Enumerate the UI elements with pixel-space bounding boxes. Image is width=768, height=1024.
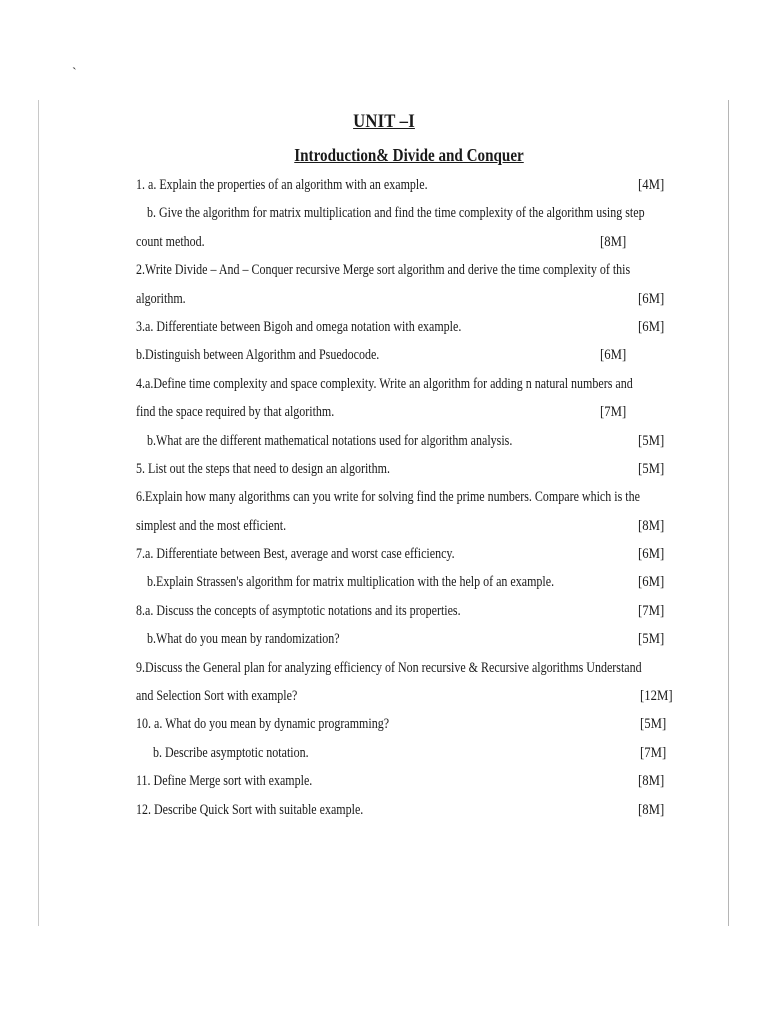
question-text: 10. a. What do you mean by dynamic programming? (136, 716, 390, 733)
marks-label: [5M] (638, 631, 665, 648)
question-list (0, 171, 768, 824)
marks-label: [8M] (638, 801, 665, 818)
marks-label: [5M] (638, 432, 665, 449)
question-line (0, 597, 768, 625)
marks-label: [12M] (640, 688, 673, 705)
marks-label: [4M] (638, 177, 665, 193)
question-line (0, 313, 768, 341)
question-line (0, 654, 768, 682)
question-line (0, 455, 768, 483)
marks-label: [8M] (638, 517, 665, 534)
unit-title: UNIT –I (353, 111, 415, 132)
question-text: 2.Write Divide – And – Conquer recursive Merge sort algorithm and derive the time complexity of this (136, 262, 631, 279)
question-text: 4.a.Define time complexity and space complexity. Write an algorithm for adding n natural numbers and (136, 375, 633, 392)
question-text: 1. a. Explain the properties of an algorithm with an example. (136, 177, 428, 193)
question-text: find the space required by that algorithm. (136, 404, 335, 421)
marks-label: [6M] (638, 290, 665, 307)
question-text: algorithm. (136, 290, 186, 307)
question-line (0, 512, 768, 540)
question-line (0, 370, 768, 398)
question-line (0, 568, 768, 596)
marks-label: [5M] (640, 716, 667, 733)
question-line (0, 199, 768, 227)
marks-label: [6M] (638, 574, 665, 591)
question-text: b.Explain Strassen's algorithm for matrix multiplication with the help of an example. (147, 574, 555, 591)
marks-label: [5M] (638, 460, 665, 477)
question-line (0, 171, 768, 199)
section-title: Introduction& Divide and Conquer (294, 145, 524, 165)
question-text: and Selection Sort with example? (136, 688, 298, 705)
question-line (0, 483, 768, 511)
question-line (0, 427, 768, 455)
question-line (0, 796, 768, 824)
question-text: 7.a. Differentiate between Best, average and worst case efficiency. (136, 546, 455, 563)
stray-mark: ` (72, 66, 77, 81)
question-text: b. Describe asymptotic notation. (153, 744, 309, 761)
question-line (0, 625, 768, 653)
marks-label: [6M] (638, 318, 665, 335)
question-text: b.What do you mean by randomization? (147, 631, 340, 648)
question-text: 11. Define Merge sort with example. (136, 773, 313, 790)
question-line (0, 285, 768, 313)
question-text: 9.Discuss the General plan for analyzing efficiency of Non recursive & Recursive algorithms Understand (136, 659, 642, 676)
marks-label: [6M] (638, 546, 665, 563)
question-line (0, 682, 768, 710)
question-text: 6.Explain how many algorithms can you write for solving find the prime numbers. Compare which is the (136, 489, 640, 506)
question-line (0, 540, 768, 568)
question-line (0, 256, 768, 284)
question-text: b.What are the different mathematical notations used for algorithm analysis. (147, 432, 513, 449)
question-line (0, 341, 768, 369)
marks-label: [8M] (638, 773, 665, 790)
marks-label: [8M] (600, 233, 627, 250)
marks-label: [7M] (600, 404, 627, 421)
question-text: simplest and the most efficient. (136, 517, 287, 534)
marks-label: [7M] (638, 602, 665, 619)
question-line (0, 767, 768, 795)
question-text: b. Give the algorithm for matrix multiplication and find the time complexity of the algorithm using step (147, 205, 645, 222)
marks-label: [6M] (600, 347, 627, 364)
question-line (0, 739, 768, 767)
question-line (0, 228, 768, 256)
marks-label: [7M] (640, 744, 667, 761)
question-text: count method. (136, 233, 205, 250)
question-line (0, 710, 768, 738)
question-text: 12. Describe Quick Sort with suitable example. (136, 801, 364, 818)
question-text: b.Distinguish between Algorithm and Psuedocode. (136, 347, 380, 364)
question-text: 3.a. Differentiate between Bigoh and omega notation with example. (136, 318, 462, 335)
question-text: 5. List out the steps that need to design an algorithm. (136, 460, 390, 477)
question-text: 8.a. Discuss the concepts of asymptotic notations and its properties. (136, 602, 461, 619)
question-line (0, 398, 768, 426)
